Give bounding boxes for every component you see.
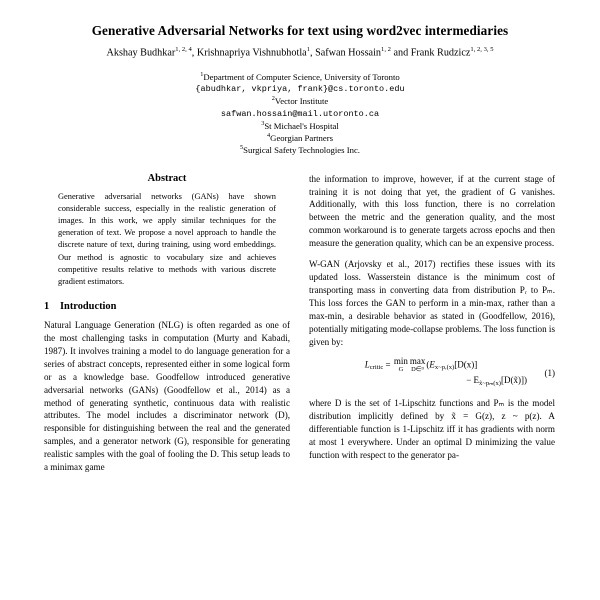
affiliation-2-marker: 2: [271, 95, 275, 103]
section-1-paragraph: Natural Language Generation (NLG) is often regarded as one of the most challenging tasks in computation (Murty and Kabadi, 1987). It involves training a model to do language generation for a series of abstract concepts, represented either in some logical form or as a knowledge base. Goodfellow introduced generative adversarial networks (GANs) (Goodfellow et al., 2014) as a method of generating synthetic, continuous data with realistic attributes. The model includes a discriminator network (D), responsible for distinguishing between the real and the generated samples, and a generator network (G), responsible for generating realistic samples with the goal of fooling the D. This setup leads to a minimax game: [44, 320, 290, 473]
section-1-number: 1: [44, 301, 50, 313]
equation-1-min: min G: [393, 356, 408, 374]
affiliation-2: [44, 95, 556, 107]
right-paragraph-1: the information to improve, however, if at the current stage of training it is not doing that yet, the gradient of G vanishes. Additionally, with this loss function, there is no correlation between the metric and the generation quality, and the most common workaround is to generate targets across epochs and then measure the generation quality, which can be an expensive process.: [309, 173, 555, 249]
affiliation-5-text: Surgical Safety Technologies Inc.: [243, 145, 360, 156]
affiliation-3-text: St Michael's Hospital: [264, 120, 339, 131]
section-1-heading: [44, 301, 290, 312]
section-1-title: Introduction: [60, 301, 117, 313]
equation-1-tail: [D(x)]: [454, 359, 478, 370]
equation-1-open: (E: [426, 359, 435, 370]
equation-1-number: (1): [544, 368, 555, 379]
affiliation-3: [44, 120, 556, 132]
affiliation-1-text: Department of Computer Science, University of Toronto: [203, 71, 400, 82]
affiliations: [44, 71, 556, 157]
affiliation-4: [44, 132, 556, 144]
abstract-heading: Abstract: [147, 172, 187, 184]
left-column: [44, 173, 290, 474]
page-title: Generative Adversarial Networks for text using word2vec intermediaries: [91, 23, 509, 38]
two-column-body: [44, 173, 556, 474]
equation-1-minus-e: − E: [466, 374, 480, 385]
equation-1-lhs: L: [364, 359, 370, 370]
equation-1-lhs-sub: critic: [369, 364, 384, 372]
author-4: and Frank Rudzicz: [390, 47, 471, 59]
affiliation-5: [44, 144, 556, 156]
affiliation-4-text: Georgian Partners: [270, 132, 333, 143]
equation-1-line-2: [309, 374, 533, 389]
affiliation-3-marker: 3: [261, 119, 265, 127]
affiliation-5-marker: 5: [240, 144, 244, 152]
equation-1-line-1: [309, 357, 533, 373]
equation-1-max: max D∈ᴰ: [409, 356, 426, 374]
equation-1-body: [309, 357, 533, 388]
equation-1-line2-sub: x̃~pₘ(x): [479, 379, 501, 387]
equation-1-line2-tail: [D(x̃)]): [501, 374, 527, 385]
equation-1-eq: =: [385, 359, 391, 370]
affiliation-1: [44, 71, 556, 83]
author-2-affil-marker: 1: [306, 46, 310, 54]
right-paragraph-2: W-GAN (Arjovsky et al., 2017) rectifies these issues with its updated loss. Wasserstein distance is the minimum cost of transporting mass in converting data from distribution Pᵣ to Pₘ. This loss forces the GAN to perform in a min-max, rather than a max-min, a desirable behavior as stated in (Goodfellow, 2016), potentially mitigating mode-collapse problems. The loss function is given by:: [309, 259, 555, 347]
author-3-affil-marker: 1, 2: [381, 46, 391, 54]
affiliation-2-text: Vector Institute: [274, 96, 329, 107]
equation-1: [309, 357, 555, 388]
right-paragraph-3: where D is the set of 1-Lipschitz functions and Pₘ is the model distribution implicitly defined by x̃ = G(z), z ~ p(z). A differentiable function is 1-Lipschitz iff it has gradients with norm at most 1 everywhere. Under an optimal D minimizing the value function with respect to the generator pa-: [309, 397, 555, 460]
right-column: [309, 173, 555, 474]
abstract-text: Generative adversarial networks (GANs) have shown considerable success, especially in the realistic generation of images. In this work, we apply similar techniques for the generation of text. We propose a novel approach to handle the discrete nature of text, during training, using word embeddings. Our method is agnostic to vocabulary size and achieves competitive results relative to methods with various discrete gradient estimators.: [58, 191, 276, 286]
author-1-affil-marker: 1, 2, 4: [175, 46, 192, 54]
affiliation-1-marker: 1: [200, 70, 204, 78]
email-1: {abudhkar, vkpriya, frank}@cs.toronto.edu: [195, 84, 405, 95]
author-list: [44, 46, 556, 60]
author-1: Akshay Budhkar: [106, 47, 176, 59]
author-2: , Krishnapriya Vishnubhotla: [191, 47, 307, 59]
author-3: , Safwan Hossain: [309, 47, 382, 59]
affiliation-4-marker: 4: [267, 132, 271, 140]
email-2: safwan.hossain@mail.utoronto.ca: [220, 108, 380, 119]
author-4-affil-marker: 1, 2, 3, 5: [470, 46, 494, 54]
equation-1-expect-sub: x~pᵣ(x): [434, 364, 455, 372]
